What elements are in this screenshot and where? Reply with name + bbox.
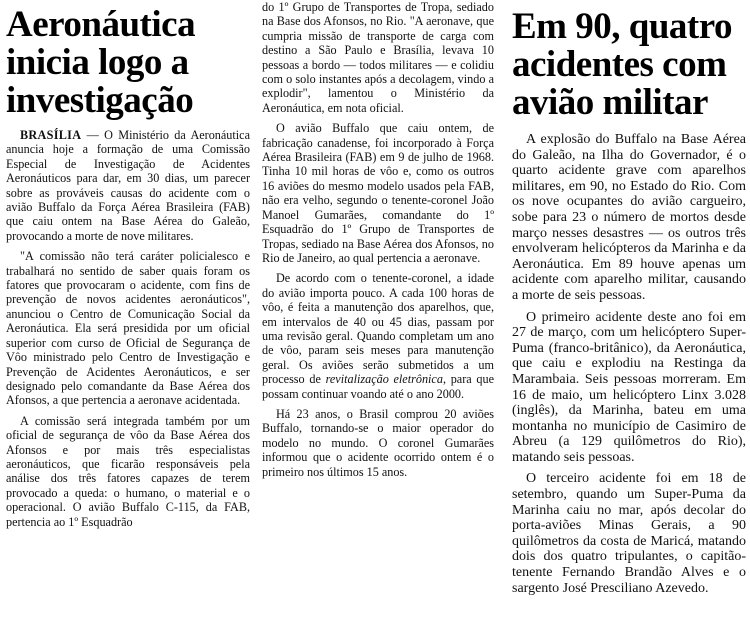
story2-body (512, 132, 746, 596)
story1-headline-line-2: inicia logo a (6, 42, 189, 83)
story2-paragraph-3: O terceiro acidente foi em 18 de setembro, quando um Super-Puma da Marinha caiu no mar, após decolar do porta-aviões Minas Gerais, a 90 quilômetros da costa de Maricá, matando dois dos quatro tripulantes, o capitão-tenente Fernando Brandão Alves e o sargento José Presciliano Azevedo. (512, 471, 746, 596)
story1-paragraph-3: A comissão será integrada também por um oficial de segurança de vôo da Base Aérea dos Afonsos e por mais três especialistas aeronáuticos, que ficarão responsáveis pela análise dos três fatores capazes de terem provocado a queda: o humano, o material e o operacional. O avião Buffalo C-115, da FAB, pertencia ao 1º Esquadrão (6, 413, 250, 529)
story2-paragraph-1: A explosão do Buffalo na Base Aérea do Galeão, na Ilha do Governador, é o quarto acidente grave com aparelhos militares, em 90, no Estado do Rio. Com os nove ocupantes do avião cargueiro, sobe para 23 o número de mortos desde março nesses desastres — os outros três envolveram helicópteros da Marinha e da Aeronáutica. Em 89 houve apenas um acidente com aparelho militar, causando a morte de seis pessoas. (512, 132, 746, 303)
story1-dateline: BRASÍLIA (20, 128, 82, 142)
story1-headline (6, 6, 250, 120)
story2-headline-line-1: Em 90, quatro (512, 6, 732, 47)
story1-body-left (6, 128, 250, 529)
story1-paragraph-1 (6, 128, 250, 243)
story1-paragraph-1-text: — O Ministério da Aeronáutica anuncia hoje a formação de uma Comissão Especial de Investigação de Acidentes Aeronáuticos para dar, em 30 dias, um parecer sobre as prováveis causas do acidente com o avião Buffalo da Força Aérea Brasileira (FAB) que caiu ontem na Base Aérea do Galeão, provocando a morte de nove militares. (6, 128, 250, 243)
story1-headline-line-1: Aeronáutica (6, 4, 196, 45)
story1-paragraph-6-italic: revitalização eletrônica (325, 372, 443, 387)
story1-body-middle (262, 0, 494, 479)
story1-column-middle (262, 0, 494, 639)
story2-column (512, 0, 746, 639)
story1-paragraph-4: do 1º Grupo de Transportes de Tropa, sediado na Base dos Afonsos, no Rio. "A aeronave, que cumpria missão de transporte de carga com destino a São Paulo e Brasília, levava 10 pessoas a bordo — todos militares — e colidiu com o solo instantes após a decolagem, vindo a explodir", lamentou o Ministério da Aeronáutica, em nota oficial. (262, 0, 494, 115)
story1-paragraph-6-text-b: , para que possam continuar voando até o ano 2000. (262, 372, 494, 401)
story2-headline (512, 8, 746, 122)
story1-headline-line-3: investigação (6, 80, 194, 121)
story1-paragraph-5: O avião Buffalo que caiu ontem, de fabricação canadense, foi incorporado à Força Aérea Brasileira (FAB) em 9 de julho de 1968. Tinha 10 mil horas de vôo e, como os outros 16 aviões do mesmo modelo usados pela FAB, não era velho, segundo o tenente-coronel João Manoel Gumarães, comandante do 1º Esquadrão do 1º Grupo de Transportes de Tropas, sediado na Base Aérea dos Afonsos, no Rio de Janeiro, ao qual pertencia a aeronave. (262, 121, 494, 265)
story2-headline-line-3: avião militar (512, 82, 708, 123)
story1-paragraph-6 (262, 271, 494, 401)
story2-headline-line-2: acidentes com (512, 44, 727, 85)
story1-column-left (6, 0, 250, 639)
story2-paragraph-2: O primeiro acidente deste ano foi em 27 de março, com um helicóptero Super-Puma (franco-britânico), da Aeronáutica, que caiu e explodiu na Restinga da Marambaia. Seis pessoas morreram. Em 16 de maio, um helicóptero Linx 3.028 (inglês), da Marinha, bateu em uma montanha no município de Casimiro de Abreu (a 129 quilômetros do Rio), matando seis pessoas. (512, 309, 746, 465)
story1-paragraph-6-text-a: De acordo com o tenente-coronel, a idade do avião importa pouco. A cada 100 horas de vôo, é feita a manutenção dos aparelhos, que, em intervalos de 40 ou 45 dias, passam por uma revisão geral. Quando completam um ano de vôo, param seis meses para manutenção geral. Os aviões serão submetidos a um processo de (262, 271, 494, 387)
story1-paragraph-2: "A comissão não terá caráter policialesco e trabalhará no sentido de saber quais foram os fatores que provocaram o acidente, com fins de prevenção de novos acidentes aeronáuticos", anunciou o Centro de Comunicação Social da Aeronáutica. Ela será presidida por um oficial superior com curso de Oficial de Segurança de Vôo ministrado pelo Centro de Investigação e Prevenção de Acidentes Aeronáuticos, e ser designado pelo comandante da Base Aérea dos Afonsos, a que pertencia a aeronave acidentada. (6, 249, 250, 408)
story1-paragraph-7: Há 23 anos, o Brasil comprou 20 aviões Buffalo, tornando-se o maior operador do modelo no mundo. O coronel Gumarães informou que o acidente ocorrido ontem é o primeiro nos últimos 15 anos. (262, 406, 494, 479)
